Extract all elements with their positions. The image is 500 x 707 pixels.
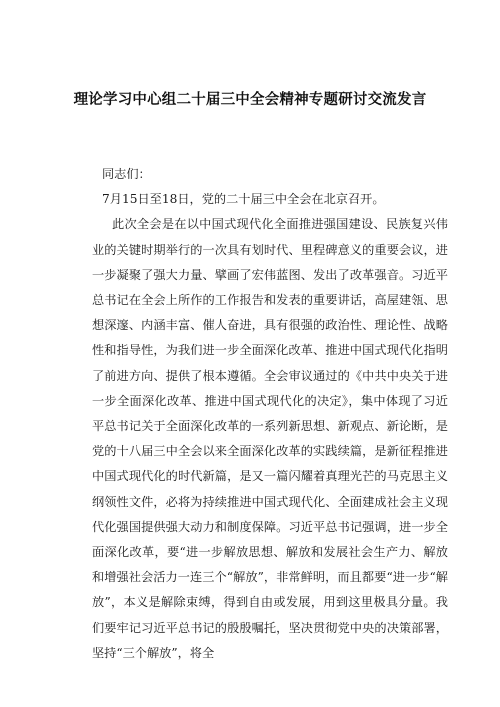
- document-title: 理论学习中心组二十届三中全会精神专题研讨交流发言: [73, 92, 427, 108]
- paragraph-date: 7月15日至18日，党的二十届三中全会在北京召开。: [102, 192, 385, 207]
- paragraph-main: 此次全会是在以中国式现代化全面推进强国建设、民族复兴伟业的关键时期举行的一次具有划时代、里程碑意义的重要会议，进一步凝聚了强大力量、擘画了宏伟蓝图、发出了改革强音。习近平总书记在全会上所作的工作报告和发表的重要讲话，高屋建瓴、思想深邃、内涵丰富、催人奋进，具有很强的政治性、理论性、战略性和指导性，为我们进一步全面深化改革、推进中国式现代化指明了前进方向、提供了根本遵循。全会审议通过的《中共中央关于进一步全面深化改革、推进中国式现代化的决定》，集中体现了习近平总书记关于全面深化改革的一系列新思想、新观点、新论断，是党的十八届三中全会以来全面深化改革的实践续篇，是新征程推进中国式现代化的时代新篇，是又一篇闪耀着真理光芒的马克思主义纲领性文件，必将为持续推进中国式现代化、全面建成社会主义现代化强国提供强大动力和制度保障。习近平总书记强调，进一步全面深化改革，要“进一步解放思想、解放和发展社会生产力、解放和增强社会活力一连三个“解放”，非常鲜明，而且都要“进一步“解放”，本义是解除束缚，得到自由或发展，用到这里极具分量。我们要牢记习近平总书记的殷殷嘱托，坚决贯彻党中央的决策部署，坚持“三个解放”，将全: [92, 217, 448, 660]
- salutation: 同志们：: [102, 167, 151, 181]
- document-body: [92, 162, 448, 666]
